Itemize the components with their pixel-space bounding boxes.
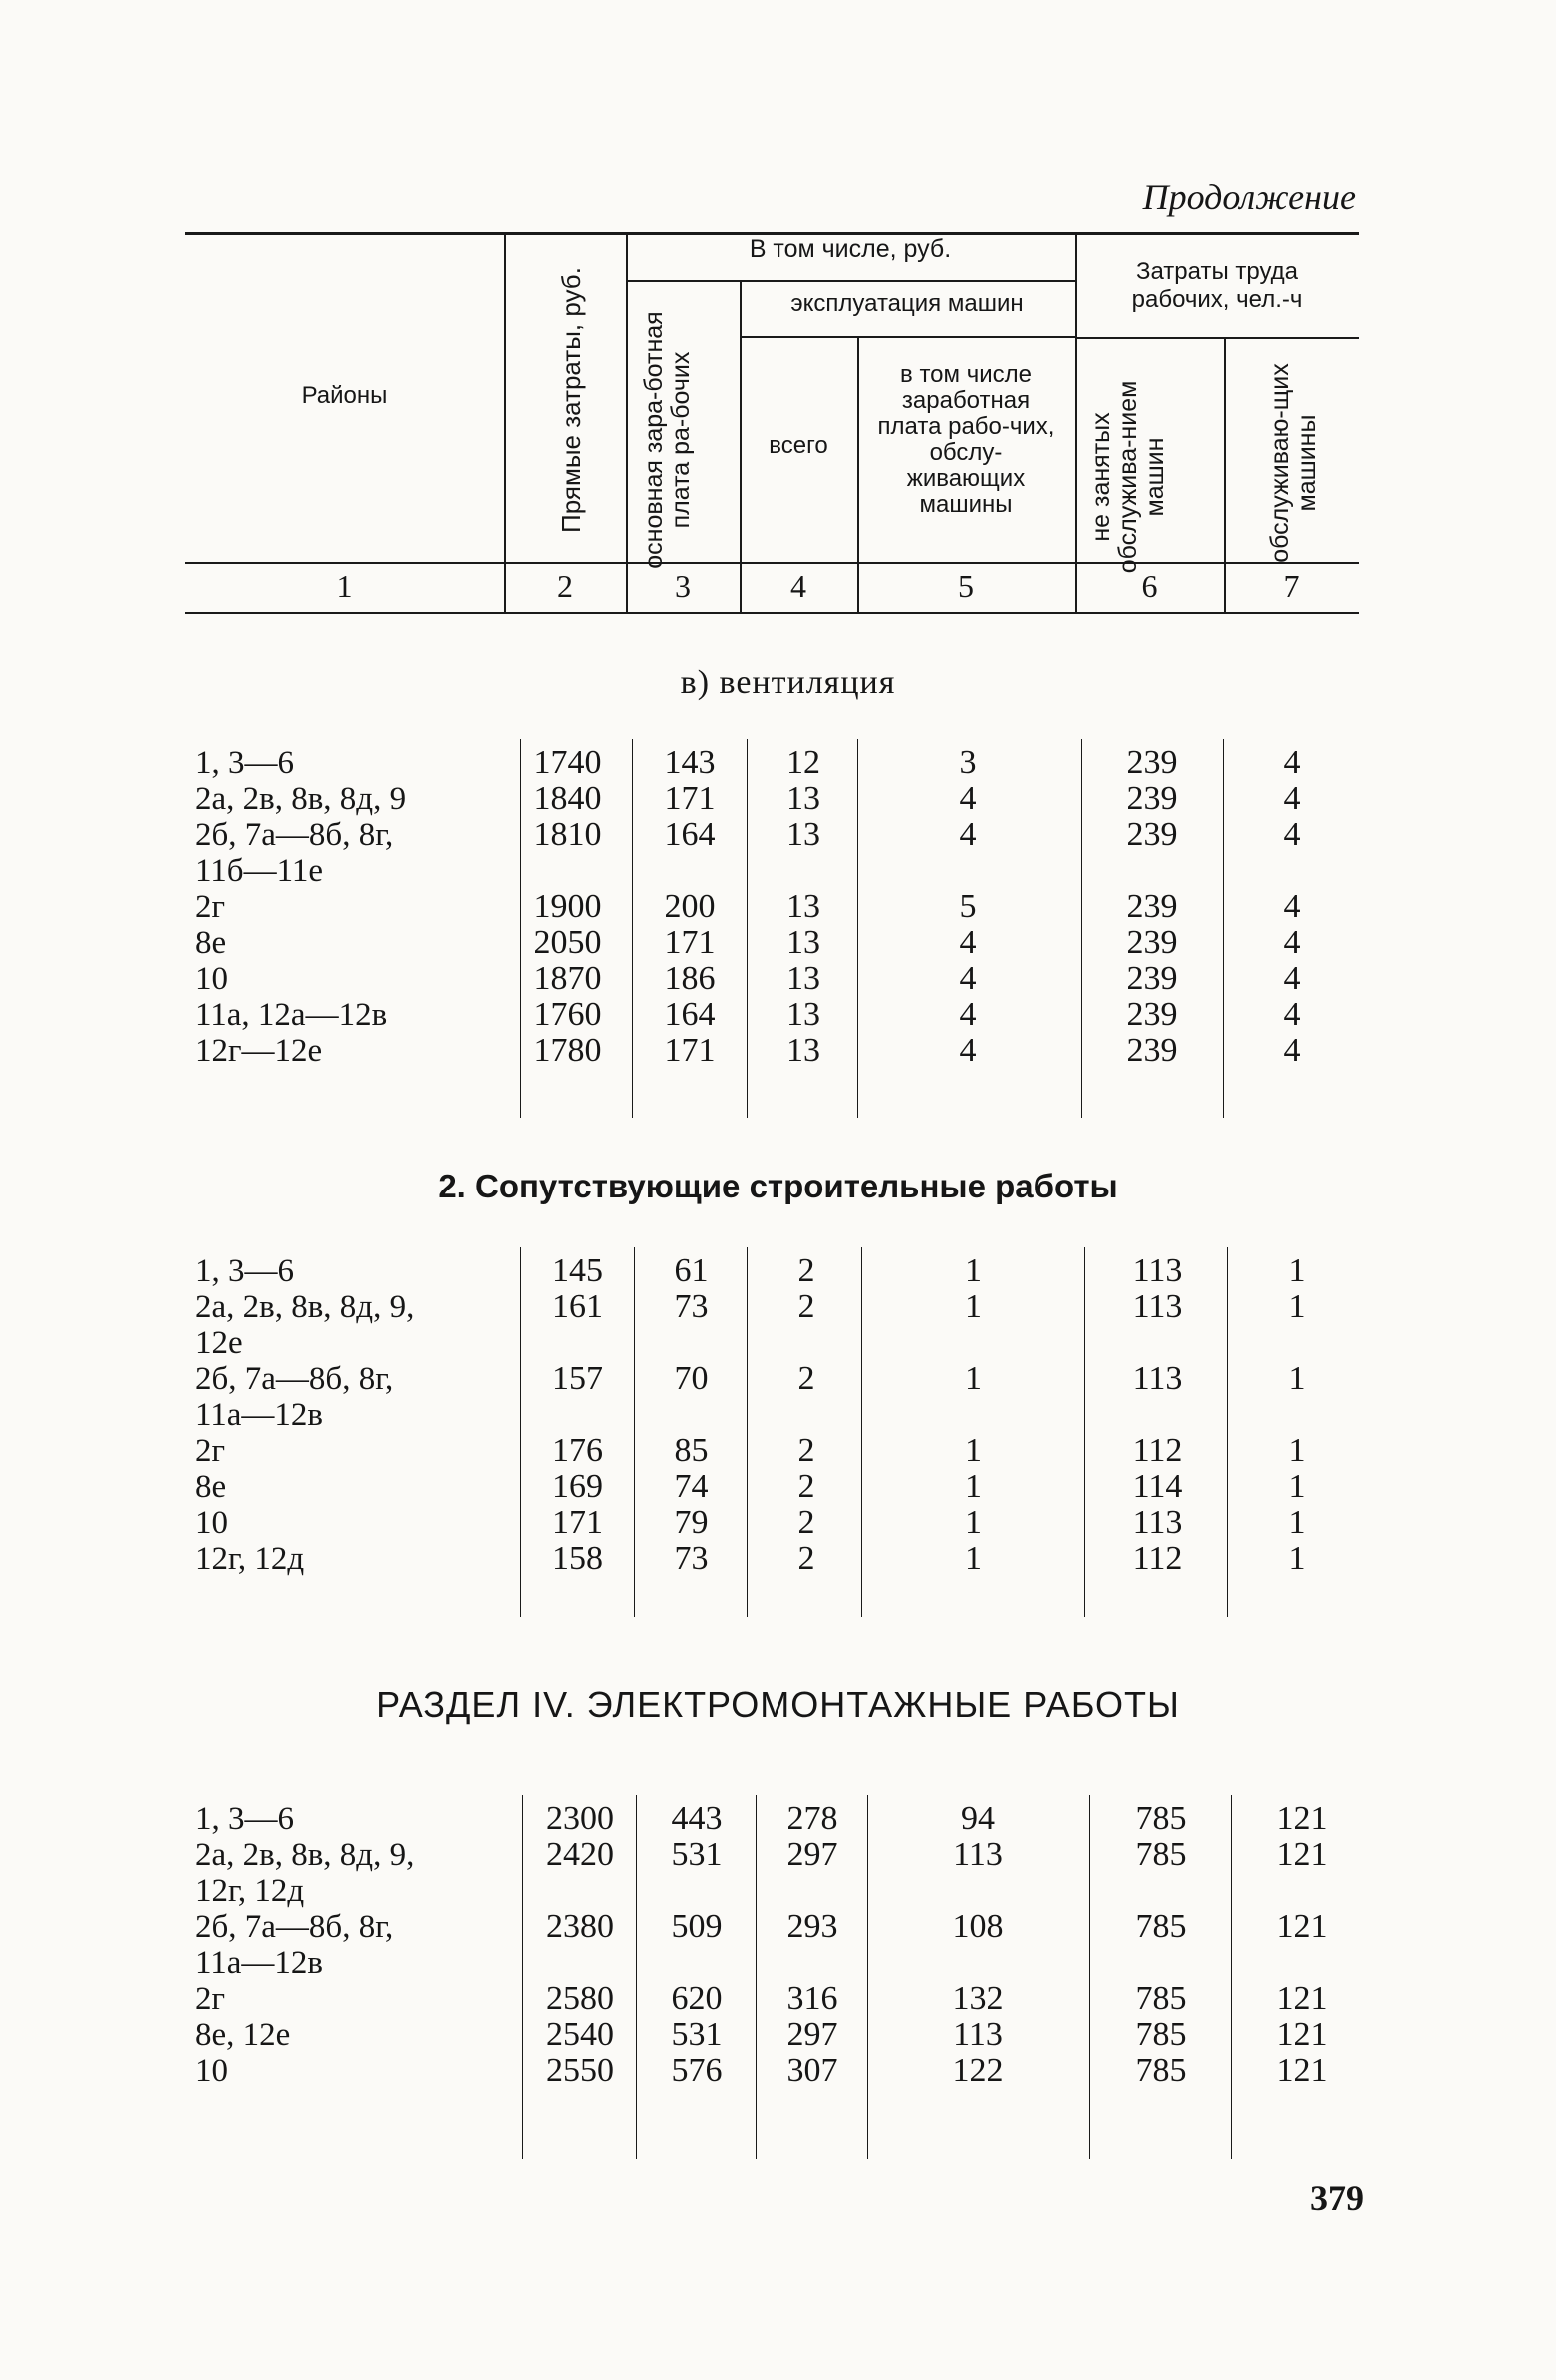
table-cell-col4: 2 <box>797 1288 815 1325</box>
table-cell-col7: 4 <box>1283 888 1301 925</box>
table-cell-col2: 2550 <box>546 2052 614 2089</box>
colnum-bottom-rule <box>185 612 1359 614</box>
table-cell-col3: 70 <box>674 1360 709 1397</box>
table-cell-col4: 12 <box>786 744 820 781</box>
table-cell-col2: 2300 <box>546 1800 614 1837</box>
group-labor-header: Затраты труда рабочих, чел.-ч <box>1131 258 1303 313</box>
group-including-header: В том числе, руб. <box>749 235 952 263</box>
table-cell-col4: 13 <box>786 1032 820 1069</box>
table-cell-col3: 171 <box>664 780 716 817</box>
district-label: 10 <box>195 1505 228 1541</box>
table-cell-col4: 13 <box>786 960 820 997</box>
table-cell-col3: 61 <box>674 1252 709 1289</box>
table-cell-col3: 171 <box>664 1032 716 1069</box>
header-rule-labor <box>1075 337 1359 339</box>
table-cell-col2: 2050 <box>533 924 602 961</box>
table-cell-col5: 132 <box>952 1980 1004 2017</box>
district-label: 11а—12в <box>195 1397 324 1433</box>
table-cell-col4: 2 <box>797 1504 815 1541</box>
table-cell-col4: 316 <box>786 1980 838 2017</box>
table-cell-col3: 531 <box>671 1836 723 1873</box>
table-cell-col4: 307 <box>786 2052 838 2089</box>
table-cell-col3: 73 <box>674 1540 709 1577</box>
header-divider-1 <box>504 232 506 612</box>
section-title-electrical: РАЗДЕЛ IV. ЭЛЕКТРОМОНТАЖНЫЕ РАБОТЫ <box>376 1684 1180 1725</box>
table-cell-col2: 158 <box>552 1540 603 1577</box>
table-cell-col5: 4 <box>959 924 977 961</box>
district-label: 2а, 2в, 8в, 8д, 9, <box>195 1837 415 1873</box>
table-cell-col7: 1 <box>1288 1540 1306 1577</box>
header-divider-2 <box>626 232 628 612</box>
district-label: 12г—12е <box>195 1033 323 1069</box>
table-cell-col6: 112 <box>1132 1540 1183 1577</box>
table-cell-col6: 785 <box>1135 1836 1187 1873</box>
table-cell-col7: 4 <box>1283 744 1301 781</box>
table-cell-col4: 13 <box>786 780 820 817</box>
table-cell-col4: 2 <box>797 1432 815 1469</box>
table-cell-col5: 5 <box>959 888 977 925</box>
table-cell-col2: 2540 <box>546 2016 614 2053</box>
header-bottom-rule <box>185 562 1359 564</box>
table-cell-col5: 1 <box>965 1504 982 1541</box>
table-cell-col6: 113 <box>1132 1360 1183 1397</box>
district-label: 8е <box>195 925 227 961</box>
colnum-3: 3 <box>675 568 691 604</box>
table-cell-col6: 239 <box>1126 996 1178 1033</box>
district-label: 10 <box>195 961 228 997</box>
table-cell-col6: 113 <box>1132 1504 1183 1541</box>
table-cell-col4: 2 <box>797 1252 815 1289</box>
colnum-4: 4 <box>790 568 806 604</box>
table-cell-col7: 121 <box>1276 1800 1328 1837</box>
table-cell-col6: 239 <box>1126 816 1178 853</box>
table-cell-col3: 620 <box>671 1980 723 2017</box>
table-cell-col6: 114 <box>1132 1468 1183 1505</box>
table-cell-col3: 443 <box>671 1800 723 1837</box>
table-cell-col4: 278 <box>786 1800 838 1837</box>
table-cell-col5: 4 <box>959 816 977 853</box>
table-cell-col6: 785 <box>1135 1908 1187 1945</box>
table-cell-col2: 1780 <box>533 1032 602 1069</box>
colnum-6: 6 <box>1141 568 1158 604</box>
district-label: 2г <box>195 889 226 925</box>
table-cell-col4: 13 <box>786 888 820 925</box>
table-cell-col7: 4 <box>1283 924 1301 961</box>
col-districts-header: Районы <box>301 382 388 409</box>
table-cell-col2: 161 <box>552 1288 603 1325</box>
col-direct-costs-header: Прямые затраты, руб. <box>556 267 586 533</box>
header-divider-5 <box>1075 232 1077 612</box>
table-cell-col6: 239 <box>1126 1032 1178 1069</box>
table-cell-col5: 113 <box>953 2016 1003 2053</box>
district-label: 2б, 7а—8б, 8г, <box>195 817 394 853</box>
colnum-7: 7 <box>1283 568 1300 604</box>
district-label: 2а, 2в, 8в, 8д, 9 <box>195 781 407 817</box>
table-cell-col5: 108 <box>952 1908 1004 1945</box>
table-cell-col3: 74 <box>674 1468 709 1505</box>
table-cell-col7: 121 <box>1276 1836 1328 1873</box>
table-cell-col4: 13 <box>786 996 820 1033</box>
table-cell-col6: 112 <box>1132 1432 1183 1469</box>
colnum-5: 5 <box>958 568 974 604</box>
district-label: 12г, 12д <box>195 1541 305 1577</box>
table-cell-col3: 186 <box>664 960 716 997</box>
table-cell-col5: 4 <box>959 996 977 1033</box>
table-cell-col3: 164 <box>664 816 716 853</box>
district-label: 12е <box>195 1325 243 1361</box>
table-cell-col6: 239 <box>1126 924 1178 961</box>
page-number: 379 <box>1310 2178 1364 2218</box>
table-cell-col2: 1760 <box>533 996 602 1033</box>
table-cell-col5: 113 <box>953 1836 1003 1873</box>
table-cell-col4: 13 <box>786 816 820 853</box>
col-labor-machines-header: обслуживаю-щих машины <box>1266 363 1321 563</box>
table-cell-col5: 1 <box>965 1468 982 1505</box>
table-cell-col4: 293 <box>786 1908 838 1945</box>
table-cell-col2: 1840 <box>533 780 602 817</box>
table-cell-col4: 2 <box>797 1360 815 1397</box>
district-label: 2а, 2в, 8в, 8д, 9, <box>195 1289 415 1325</box>
table-cell-col5: 4 <box>959 780 977 817</box>
table-cell-col5: 122 <box>952 2052 1004 2089</box>
table-cell-col7: 1 <box>1288 1288 1306 1325</box>
table-cell-col3: 509 <box>671 1908 723 1945</box>
table-cell-col3: 85 <box>674 1432 709 1469</box>
table-cell-col3: 200 <box>664 888 716 925</box>
table-cell-col6: 785 <box>1135 2016 1187 2053</box>
table-cell-col5: 94 <box>961 1800 995 1837</box>
section-title-ventilation: в) вентиляция <box>680 664 896 701</box>
table-cell-col2: 1900 <box>533 888 602 925</box>
col-machines-total-header: всего <box>769 432 828 459</box>
col-labor-not-machines-header: не занятых обслужива-нием машин <box>1087 380 1169 574</box>
table-cell-col3: 171 <box>664 924 716 961</box>
table-cell-col6: 785 <box>1135 2052 1187 2089</box>
table-cell-col7: 121 <box>1276 1980 1328 2017</box>
table-cell-col2: 1870 <box>533 960 602 997</box>
table-cell-col4: 2 <box>797 1468 815 1505</box>
table-cell-col3: 143 <box>664 744 716 781</box>
table-cell-col7: 4 <box>1283 960 1301 997</box>
table-cell-col5: 1 <box>965 1432 982 1469</box>
table-cell-col7: 121 <box>1276 1908 1328 1945</box>
table-cell-col6: 113 <box>1132 1252 1183 1289</box>
district-label: 8е, 12е <box>195 2017 291 2053</box>
district-label: 10 <box>195 2053 228 2089</box>
table-cell-col7: 121 <box>1276 2052 1328 2089</box>
table-cell-col2: 171 <box>552 1504 603 1541</box>
table-cell-col3: 164 <box>664 996 716 1033</box>
district-label: 1, 3—6 <box>195 1253 294 1289</box>
table-cell-col5: 1 <box>965 1360 982 1397</box>
table-cell-col7: 4 <box>1283 816 1301 853</box>
table-cell-col7: 1 <box>1288 1468 1306 1505</box>
table-cell-col6: 239 <box>1126 780 1178 817</box>
table-cell-col7: 121 <box>1276 2016 1328 2053</box>
table-cell-col5: 4 <box>959 960 977 997</box>
district-label: 11а, 12а—12в <box>195 997 388 1033</box>
group-machines-header: эксплуатация машин <box>790 290 1024 317</box>
district-label: 12г, 12д <box>195 1873 305 1909</box>
table-cell-col4: 297 <box>786 1836 838 1873</box>
table-cell-col2: 169 <box>552 1468 603 1505</box>
table-cell-col5: 4 <box>959 1032 977 1069</box>
table-cell-col7: 4 <box>1283 780 1301 817</box>
district-label: 1, 3—6 <box>195 745 294 781</box>
table-cell-col7: 1 <box>1288 1252 1306 1289</box>
table-cell-col3: 531 <box>671 2016 723 2053</box>
table-cell-col4: 297 <box>786 2016 838 2053</box>
col-base-wage-header: основная зара-ботная плата ра-бочих <box>640 311 695 569</box>
table-cell-col2: 1810 <box>533 816 602 853</box>
table-cell-col5: 1 <box>965 1252 982 1289</box>
table-cell-col7: 4 <box>1283 1032 1301 1069</box>
table-cell-col4: 2 <box>797 1540 815 1577</box>
col-machines-wage-header: в том числе заработная плата рабо-чих, обслу-живающих машины <box>877 361 1055 518</box>
district-label: 2б, 7а—8б, 8г, <box>195 1909 394 1945</box>
table-cell-col6: 785 <box>1135 1980 1187 2017</box>
table-cell-col2: 157 <box>552 1360 603 1397</box>
table-cell-col2: 1740 <box>533 744 602 781</box>
table-cell-col5: 3 <box>959 744 977 781</box>
table-cell-col2: 2380 <box>546 1908 614 1945</box>
table-cell-col6: 239 <box>1126 888 1178 925</box>
table-cell-col2: 2580 <box>546 1980 614 2017</box>
table-cell-col6: 239 <box>1126 744 1178 781</box>
district-label: 1, 3—6 <box>195 1801 294 1837</box>
table-cell-col5: 1 <box>965 1540 982 1577</box>
table-cell-col3: 73 <box>674 1288 709 1325</box>
table-cell-col3: 79 <box>674 1504 709 1541</box>
continuation-note: Продолжение <box>1142 177 1356 217</box>
table-cell-col7: 1 <box>1288 1504 1306 1541</box>
district-label: 2г <box>195 1433 226 1469</box>
header-rule-including <box>626 280 1075 282</box>
table-cell-col6: 785 <box>1135 1800 1187 1837</box>
table-cell-col2: 145 <box>552 1252 603 1289</box>
colnum-1: 1 <box>336 568 353 604</box>
table-cell-col2: 176 <box>552 1432 603 1469</box>
district-label: 2г <box>195 1981 226 2017</box>
table-cell-col2: 2420 <box>546 1836 614 1873</box>
table-cell-col6: 113 <box>1132 1288 1183 1325</box>
table-cell-col7: 4 <box>1283 996 1301 1033</box>
district-label: 8е <box>195 1469 227 1505</box>
table-cell-col4: 13 <box>786 924 820 961</box>
table-cell-col7: 1 <box>1288 1432 1306 1469</box>
district-label: 2б, 7а—8б, 8г, <box>195 1361 394 1397</box>
colnum-2: 2 <box>557 568 573 604</box>
section-title-related-works: 2. Сопутствующие строительные работы <box>438 1168 1118 1204</box>
district-label: 11б—11е <box>195 853 323 889</box>
header-rule-machines <box>740 336 1075 338</box>
table-cell-col6: 239 <box>1126 960 1178 997</box>
table-cell-col5: 1 <box>965 1288 982 1325</box>
table-cell-col3: 576 <box>671 2052 723 2089</box>
table-cell-col7: 1 <box>1288 1360 1306 1397</box>
district-label: 11а—12в <box>195 1945 324 1981</box>
